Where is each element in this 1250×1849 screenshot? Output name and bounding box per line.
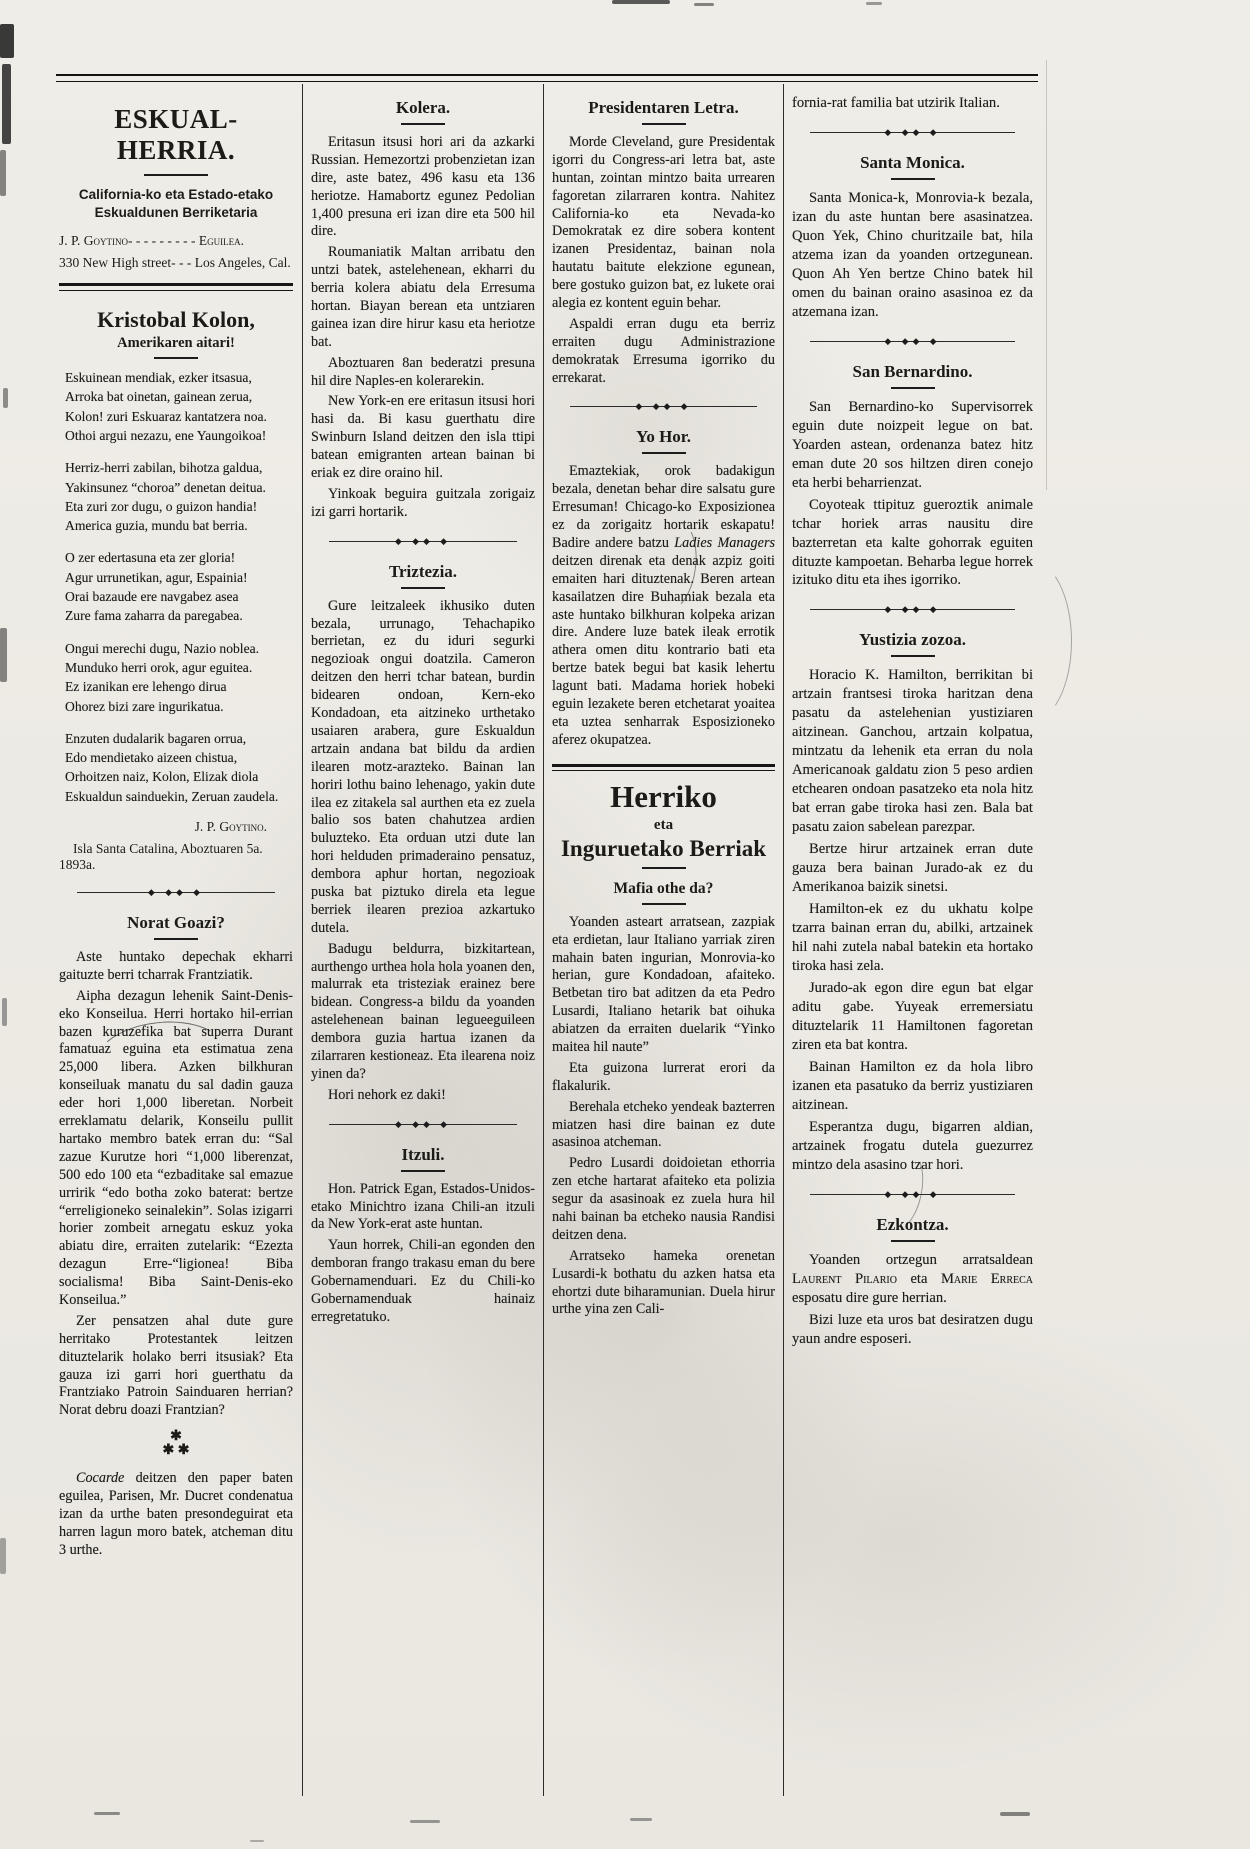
heading-rule — [154, 357, 198, 359]
section-divider — [77, 884, 275, 900]
heading-rule — [642, 903, 686, 905]
column-separator — [783, 84, 784, 1796]
heading-rule — [154, 938, 198, 940]
heading-rule — [401, 123, 445, 125]
article-heading: Itzuli. — [401, 1144, 445, 1164]
heading-rule — [642, 123, 686, 125]
divider-ornament: ◆ ◆◆ ◆ — [635, 401, 692, 412]
paragraph: fornia-rat familia bat utzirik Italian. — [792, 95, 1000, 111]
section-banner-line: Inguruetako Berriak — [560, 835, 767, 861]
poem-line: Orai bazaude ere navgabez asea — [65, 589, 239, 605]
paragraph: Aboztuaren 8an bederatzi presuna hil dire Naples-en kolerarekin. — [311, 354, 535, 389]
poem-line: Edo mendietako aizeen chistua, — [65, 750, 238, 766]
text-run: deitzen den paper baten eguilea, Parisen, Mr. Ducret condenatua izan da urthe baten presondeguirat eta harren lagun moro batek, atcheman ditu 3 urthe. — [59, 1470, 293, 1558]
poem-stanza — [65, 729, 293, 806]
asterism-top: ✱ — [170, 1429, 182, 1445]
column-separator — [543, 84, 544, 1796]
poem-line: Orhoitzen naiz, Kolon, Elizak diola — [65, 769, 259, 785]
column-1 — [59, 84, 293, 1563]
paragraph: Pedro Lusardi doidoietan ethorria zen etche hartarat afaiteko eta polizia segur da asasinoak ez zuela hura hil nahi bainan ba etcheko nausia Randisi deitzen dena. — [552, 1155, 775, 1243]
scan-artifact — [250, 1840, 264, 1842]
scan-artifact — [1000, 1812, 1030, 1816]
paragraph: Jurado-ak egon dire egun bat elgar aditu gabe. Yuyeak erremersiatu dituztelarik 11 Hamiltonen fagoretan ziren eta bat kontra. — [792, 979, 1033, 1053]
article-heading: Yo Hor. — [635, 427, 692, 447]
poem-line: Othoi argui nezazu, ene Yaungoikoa! — [65, 427, 267, 443]
text-run: Marie Erreca — [940, 1270, 1033, 1287]
poem-line: Eta zuri zor dugu, o guizon handia! — [65, 498, 258, 514]
dateline: Isla Santa Catalina, Aboztuaren 5a. 1893a. — [59, 841, 263, 873]
poem-line: Ohorez bizi zare ingurikatua. — [65, 698, 224, 714]
paragraph: Santa Monica-k, Monrovia-k bezala, izan du aste huntan bere asasinatzea. Quon Yek, Chino churitzaile bat, hila atzema izan da yoanden ortzegunean. Quon Ah Yen bertze Chino batek hil omen du bainan oraino asasinoa ez da atzemana izan. — [792, 189, 1033, 320]
asterism-ornament — [59, 1430, 293, 1458]
paragraph — [792, 1251, 1033, 1308]
article-title: Kristobal Kolon, — [97, 307, 255, 333]
paragraph: Zer pensatzen ahal dute gure herritako Protestantek leitzen dituztelarik holako berri itsusiak? Eta gauza izi garri hori guerthatu da Frantziako Patroin Sainduaren herrian? Norat debru doazi Frantzian? — [59, 1312, 293, 1419]
scan-artifact — [630, 1818, 652, 1821]
scan-artifact — [0, 628, 7, 682]
poem-line: Ez izanikan ere lehengo dirua — [65, 679, 227, 695]
scan-artifact — [2, 998, 7, 1026]
article-subheading: Mafia othe da? — [613, 879, 714, 897]
section-divider — [810, 601, 1015, 617]
scan-artifact — [0, 24, 14, 58]
paragraph: Berehala etcheko yendeak bazterren miatzen hasi dire bainan ez dute asasinoa atcheman. — [552, 1098, 775, 1151]
poem-line: Arroka bat oinetan, gainean zerua, — [65, 389, 253, 405]
scan-artifact — [410, 1820, 440, 1823]
poem-line: Agur urrunetikan, agur, Espainia! — [65, 569, 248, 585]
scan-artifact — [866, 2, 882, 5]
double-rule — [552, 764, 775, 771]
paragraph: Hamilton-ek ez du ukhatu kolpe tzarra bainan erran du, abilki, artzainek hil nahi zutela nabal batekin eta hortako tiroka hasi zela. — [792, 901, 1033, 974]
section-divider — [329, 533, 517, 549]
article-heading: Presidentaren Letra. — [588, 98, 739, 117]
article-heading: Norat Goazi? — [127, 913, 225, 933]
paragraph: Eritasun itsusi hori ari da azkarki Russian. Hemezortzi probenzietan izan dire, aste batez, 496 kasu eta 136 heriotze. Hamabortz egunez Pedolian 1,400 presuna eri izan dire eta 500 hil dire. — [311, 134, 535, 240]
article-heading: Santa Monica. — [860, 152, 965, 172]
poem-line: Eskualdun sainduekin, Zeruan zaudela. — [65, 788, 279, 804]
paragraph: Esperantza dugu, bigarren aldian, artzainek frogatu dutela guezurrez mintzo dela asasino tzar hori. — [792, 1118, 1033, 1173]
crease-artifact — [1046, 60, 1047, 490]
poem-stanza — [65, 458, 293, 535]
heading-rule — [642, 867, 686, 869]
paragraph: Eta guizona lurrerat erori da flakalurik. — [552, 1059, 775, 1094]
scan-artifact — [94, 1812, 120, 1815]
article-subtitle: Amerikaren aitari! — [117, 335, 235, 352]
heading-rule — [891, 1240, 935, 1242]
paragraph: San Bernardino-ko Supervisorrek eguin dute noizpeit legue on bat. Yoarden astean, ordenanza batez hitz eman dute 20 sos hiltzen diren conejo eta herbi beharrienzat. — [792, 398, 1033, 491]
newspaper-title: ESKUAL-HERRIA. — [114, 104, 238, 165]
poem-line: O zer edertasuna eta zer gloria! — [65, 550, 236, 566]
scan-artifact — [0, 1538, 6, 1574]
masthead-bottom-rule — [59, 283, 293, 291]
paragraph: Roumaniatik Maltan arribatu den untzi batek, astelehenean, ekharri du berria kolera abiatu dela Erresuma hortan. Biayan berean eta untziaren gainea izan dire hirur kasu eta heriotze bat. — [311, 244, 535, 350]
paragraph: Bertze hirur artzainek erran dute gauza bera bainan Jurado-ak ez du Amerikanoa baizik sinetsi. — [792, 841, 1033, 896]
poem-line: Ongui merechi dugu, Nazio noblea. — [65, 640, 260, 656]
section-divider — [810, 124, 1015, 140]
paragraph: Coyoteak ttipituz gueroztik animale tchar horiek arras nausitu dire bazterretan eta kalte gohorrak eguiten dituzte kampoetan. Beharba legue horrek izituko ditu eta ihes igorriko. — [792, 496, 1033, 589]
poem-line: Munduko herri orok, agur eguitea. — [65, 659, 253, 675]
scan-artifact — [3, 388, 8, 408]
article-heading: Kolera. — [395, 98, 451, 117]
masthead-address-line: 330 New High street- - - Los Angeles, Cal. — [59, 255, 291, 271]
column-2 — [311, 94, 535, 1330]
paragraph: Horacio K. Hamilton, berrikitan bi artzain frantsesi tiroka haritzan dena pasatu da astelehenian yustiziaren aitzinean. Ganchou, artzain kolpatua, mintzatu da lehenik eta erran du nola Americanoak galdatu zion 5 peso ardien etchearen ondoan pasatzeko eta nola hitz bat erran gabe tiroka hasi zen. Bala bat pasatu zaion sabelean parezpar. — [792, 667, 1033, 836]
paragraph: Badugu beldurra, bizkitartean, aurthengo urthea hola hola yoanen den, malurrak eta tristeziak erainez bere bidean. Congress-a bildu da yoanden astelehenean bainan legueeguileen dembora guzia hartua izanen da zilarraren kestioneaz. Eta ilearena noiz yinen da? — [311, 940, 535, 1082]
scan-artifact — [2, 64, 11, 144]
paragraph: Morde Cleveland, gure Presidentak igorri du Congress-ari letra bat, aste huntan, zointan mintzo baita urrearen fagoretan zilarraren kontra. Nahitez California-ko eta Nevada-ko Demokratak ez dire sobera kontent izanen Presidentaz, bainan nola hautatu baitute elekzione egunean, bere gostuko guizon bat, ez lukete orai alegia ez kontent eguin behar. — [552, 134, 775, 312]
section-banner-line: eta — [653, 816, 674, 833]
section-divider — [570, 398, 757, 414]
crease-artifact — [990, 560, 1072, 722]
masthead-top-rule — [56, 74, 1038, 82]
poem-line: Yakinsunez “choroa” denetan deitua. — [65, 479, 266, 495]
poem-stanza — [65, 548, 293, 625]
section-divider — [810, 333, 1015, 349]
paragraph: Hori nehork ez daki! — [328, 1086, 446, 1103]
poem-line: Kolon! zuri Eskuaraz kantatzera noa. — [65, 408, 267, 424]
article-heading: Ezkontza. — [876, 1214, 949, 1234]
paragraph: Aste huntako depechak ekharri gaituzte berri tcharrak Frantziatik. — [59, 949, 293, 983]
article-heading: Triztezia. — [388, 561, 458, 581]
masthead-rule — [144, 174, 208, 176]
divider-ornament: ◆ ◆◆ ◆ — [884, 126, 941, 137]
article-heading: Yustizia zozoa. — [858, 630, 967, 650]
divider-ornament: ◆ ◆◆ ◆ — [394, 535, 452, 546]
poem-line: America guzia, mundu bat berria. — [65, 518, 248, 534]
masthead-editor-line: J. P. Goytino- - - - - - - - - Eguilea. — [59, 233, 244, 249]
poem-line: Enzuten dudalarik bagaren orrua, — [65, 730, 247, 746]
divider-ornament: ◆ ◆◆ ◆ — [884, 604, 941, 615]
divider-ornament: ◆ ◆◆ ◆ — [147, 887, 205, 898]
section-divider — [329, 1116, 517, 1132]
heading-rule — [642, 452, 686, 454]
divider-ornament: ◆ ◆◆ ◆ — [394, 1118, 452, 1129]
column-separator — [302, 84, 303, 1796]
paragraph: Hon. Patrick Egan, Estados-Unidos-etako Minichtro izana Chili-an itzuli da New York-erat aste huntan. — [311, 1180, 535, 1233]
text-run: Cocarde — [76, 1470, 125, 1487]
paragraph: New York-en ere eritasun itsusi hori hasi da. Bi kasu guerthatu dire Swinburn Island deitzen den isla ttipi batean emigranten artean bainan bi eriak ez dire oraino hil. — [311, 393, 535, 482]
text-run: deitzen direnak eta denak azpiz goiti emaiten hari dituztenak. Beren artean kasailatzen dire Buhamiak bezala eta aste huntako bilkhuran kolpeka arizan dire. Andere luze batek ileak errotik athera omen ditu kontrario bati eta bertze batek begui bat kasik lehertu lagunt bati. Madama horiek hobeki eguin lezakete beren etchetarat yoaitea eta uztea senharrak Esposizioneko aferez okupatzea. — [552, 552, 775, 748]
text-run: Ladies Managers — [674, 535, 775, 552]
text-run: eta — [896, 1270, 941, 1287]
paragraph: Yinkoak beguira guitzala zorigaiz izi garri hortarik. — [311, 485, 535, 520]
column-3 — [552, 94, 775, 1322]
scan-artifact — [0, 150, 6, 196]
poem-line: Eskuinean mendiak, ezker itsasua, — [65, 370, 252, 386]
paragraph: Arratseko hameka orenetan Lusardi-k bothatu du azken hatsa eta ehortzi dute biharamunian. Duela hirur urthe yina zen Cali- — [552, 1247, 775, 1318]
poem-stanza — [65, 639, 293, 716]
masthead-subtitle-line1: California-ko eta Estado-etako — [78, 187, 274, 202]
author-signature: J. P. Goytino. — [194, 819, 267, 835]
asterism-bottom: ✱ ✱ — [162, 1443, 190, 1459]
paragraph: Yaun horrek, Chili-an egonden den demboran frango trakasu eman du bere Gobernamenduari. Ez du Chili-ko Gobernamenduak hainaiz erregretatuko. — [311, 1237, 535, 1325]
scan-artifact — [612, 0, 670, 4]
section-banner-line: Herriko — [610, 778, 717, 814]
heading-rule — [401, 1170, 445, 1172]
text-run: Emaztekiak, orok badakigun bezala, denetan behar dire salsatu gure Erresuman! Chicago-ko Exposizionea ez da zorigaitz hortarik eskapatu! Badire andere batzu — [552, 463, 775, 552]
paragraph: Bainan Hamilton ez da hola libro izanen eta pasatuko da berriz yustiziaren aitzinean. — [792, 1058, 1033, 1113]
paragraph: Bizi luze eta uros bat desiratzen dugu yaun andre esposeri. — [792, 1311, 1033, 1347]
text-run: Yoanden ortzegun arratsaldean — [809, 1251, 1033, 1268]
paragraph: Gure leitzaleek ikhusiko duten bezala, urrunago, Tehachapiko berrietan, ez du iduri segurki negozioak ongui doatzila. Cameron deitzen den herri tchar batean, burdin bidearen ondoan, Kern-eko Kondadoan, eta aitzineko urthetako usaiaren arabera, gure Eskualdun artzain andana bat bildu da ardien ilearen motz-arazteko. Bainan lan horiri lothu baino lehenago, yakin dute ilea ez zitakela sal aurthen eta ez zuela balio sos baten chahutzea ardien buluzteko. Eta orduan utzi dute lan hori helduden primaderaino pensatuz, dembora aphur hortan, negozioak puska bat piztuko direla eta legue berriek ilearen prezioa azkartuko dutela. — [311, 597, 535, 936]
heading-rule — [891, 655, 935, 657]
poem-line: Zure fama zaharra da paregabea. — [65, 608, 243, 624]
text-run: Laurent Pilario — [792, 1270, 897, 1287]
divider-ornament: ◆ ◆◆ ◆ — [884, 1188, 941, 1199]
scan-artifact — [694, 3, 714, 6]
paragraph: Aipha dezagun lehenik Saint-Denis-eko Konseilua. Herri hortako hil-errian bazen kuruzefika bat superra Durant famatuaz eguina eta estimatua zena 25,000 libera. Azken bilkhuran konseiluak manatu du sal dadin gauza eder hori 1,000 liberetan. Norbeit erreklamatu delarik, Konseilu pullit hartako membro batek erran du: “Sal zazue Kurutze hori “1,000 liberenzat, 500 edo 100 eta “ezbaditake sal emazue urririk “edo botha zoko baterat: bertze “erreligioneko seinalekin”. Solas izigarri horier zombeit arnegatu eskuz yoka abiatu dire, erraiten zutelarik: “Ezezta dezagun Erre-“ligionea! Biba socialisma! Biba Saint-Denis-eko Konseilua.” — [59, 987, 293, 1308]
article-heading: San Bernardino. — [852, 361, 973, 381]
text-run: esposatu dire gure herrian. — [792, 1289, 947, 1306]
paragraph: Aspaldi erran dugu eta berriz erraiten dugu Administrazione demokratak Erresuma igorriko du errekarat. — [552, 315, 775, 386]
masthead — [59, 104, 293, 291]
paragraph: Yoanden asteart arratsean, zazpiak eta erdietan, laur Italiano yarriak ziren mahain baten ingurian, Monrovia-ko herian, gure Kondadoan, afaiteko. Betbetan tiro bat aditzen da eta Pedro Lusardi, Italiano hetarik bat oihuka abiatzen da erraiten duelarik “Yinko maitea hil naute” — [552, 913, 775, 1055]
poem-line: Herriz-herri zabilan, bihotza galdua, — [65, 460, 263, 476]
heading-rule — [891, 178, 935, 180]
poem-stanza — [65, 368, 293, 445]
divider-ornament: ◆ ◆◆ ◆ — [884, 335, 941, 346]
masthead-subtitle-line2: Eskualdunen Berriketaria — [94, 204, 258, 220]
heading-rule — [891, 387, 935, 389]
paragraph — [59, 1470, 293, 1559]
heading-rule — [401, 587, 445, 589]
